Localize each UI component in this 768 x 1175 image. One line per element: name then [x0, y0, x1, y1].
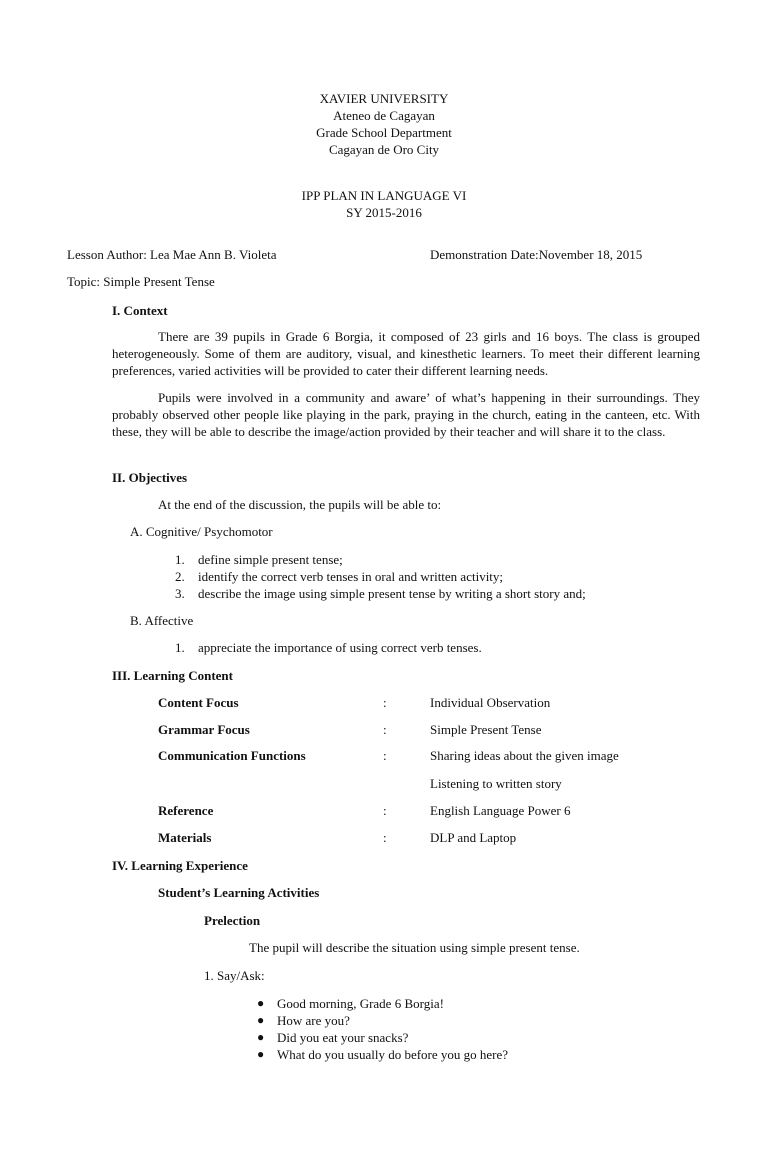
objectives-intro: At the end of the discussion, the pupils will be able to: — [158, 497, 442, 512]
list-number: 2. — [175, 569, 185, 584]
context-paragraph-1: There are 39 pupils in Grade 6 Borgia, it composed of 23 girls and 16 boys. The class is grouped heterogeneously. Some of them are auditory, visual, and kinesthetic learners. To meet their different learning preferences, varied activities will be provided to cater their different learning needs. — [112, 329, 700, 378]
context-paragraph-2: Pupils were involved in a community and aware’ of what’s happening in their surroundings. They probably observed other people like playing in the park, praying in the church, eating in the canteen, etc. With these, they will be able to describe the image/action provided by their teacher and will share it to the class. — [112, 390, 700, 439]
bullet-icon: ● — [257, 996, 265, 1010]
prelection-heading: Prelection — [204, 913, 261, 928]
list-item: How are you? — [277, 1013, 350, 1028]
list-number: 3. — [175, 586, 185, 601]
content-focus-value: Individual Observation — [430, 695, 551, 710]
prelection-text: The pupil will describe the situation using simple present tense. — [249, 940, 580, 955]
reference-value: English Language Power 6 — [430, 803, 571, 818]
list-item: Good morning, Grade 6 Borgia! — [277, 996, 444, 1011]
colon: : — [383, 830, 387, 845]
colon: : — [383, 722, 387, 737]
department-name: Grade School Department — [316, 125, 452, 140]
colon: : — [383, 695, 387, 710]
list-item: What do you usually do before you go here? — [277, 1047, 509, 1062]
bullet-icon: ● — [257, 1013, 265, 1027]
colon: : — [383, 748, 387, 763]
say-ask-label: 1. Say/Ask: — [204, 968, 265, 983]
activities-heading: Student’s Learning Activities — [158, 885, 320, 900]
objectives-heading: II. Objectives — [112, 470, 188, 485]
reference-label: Reference — [158, 803, 214, 818]
learning-content-heading: III. Learning Content — [112, 668, 233, 683]
context-heading: I. Context — [112, 303, 168, 318]
communication-functions-value: Sharing ideas about the given image — [430, 748, 619, 763]
school-name: Ateneo de Cagayan — [333, 108, 435, 123]
communication-functions-label: Communication Functions — [158, 748, 306, 763]
affective-heading: B. Affective — [130, 613, 194, 628]
list-item: appreciate the importance of using correct verb tenses. — [198, 640, 482, 655]
materials-label: Materials — [158, 830, 212, 845]
list-item: identify the correct verb tenses in oral and written activity; — [198, 569, 504, 584]
communication-functions-value-2: Listening to written story — [430, 776, 562, 791]
grammar-focus-value: Simple Present Tense — [430, 722, 542, 737]
content-focus-label: Content Focus — [158, 695, 239, 710]
university-name: XAVIER UNIVERSITY — [319, 91, 449, 106]
list-number: 1. — [175, 552, 185, 567]
list-item: define simple present tense; — [198, 552, 343, 567]
cognitive-heading: A. Cognitive/ Psychomotor — [130, 524, 273, 539]
materials-value: DLP and Laptop — [430, 830, 517, 845]
topic: Topic: Simple Present Tense — [67, 274, 215, 289]
lesson-author: Lesson Author: Lea Mae Ann B. Violeta — [67, 247, 277, 262]
school-year: SY 2015-2016 — [346, 205, 422, 220]
city-name: Cagayan de Oro City — [328, 142, 440, 157]
colon: : — [383, 803, 387, 818]
list-item: describe the image using simple present tense by writing a short story and; — [198, 586, 586, 601]
demonstration-date: Demonstration Date:November 18, 2015 — [430, 247, 643, 262]
list-item: Did you eat your snacks? — [277, 1030, 409, 1045]
plan-title: IPP PLAN IN LANGUAGE VI — [301, 188, 467, 203]
bullet-icon: ● — [257, 1047, 265, 1061]
list-number: 1. — [175, 640, 185, 655]
bullet-icon: ● — [257, 1030, 265, 1044]
learning-experience-heading: IV. Learning Experience — [112, 858, 248, 873]
grammar-focus-label: Grammar Focus — [158, 722, 250, 737]
